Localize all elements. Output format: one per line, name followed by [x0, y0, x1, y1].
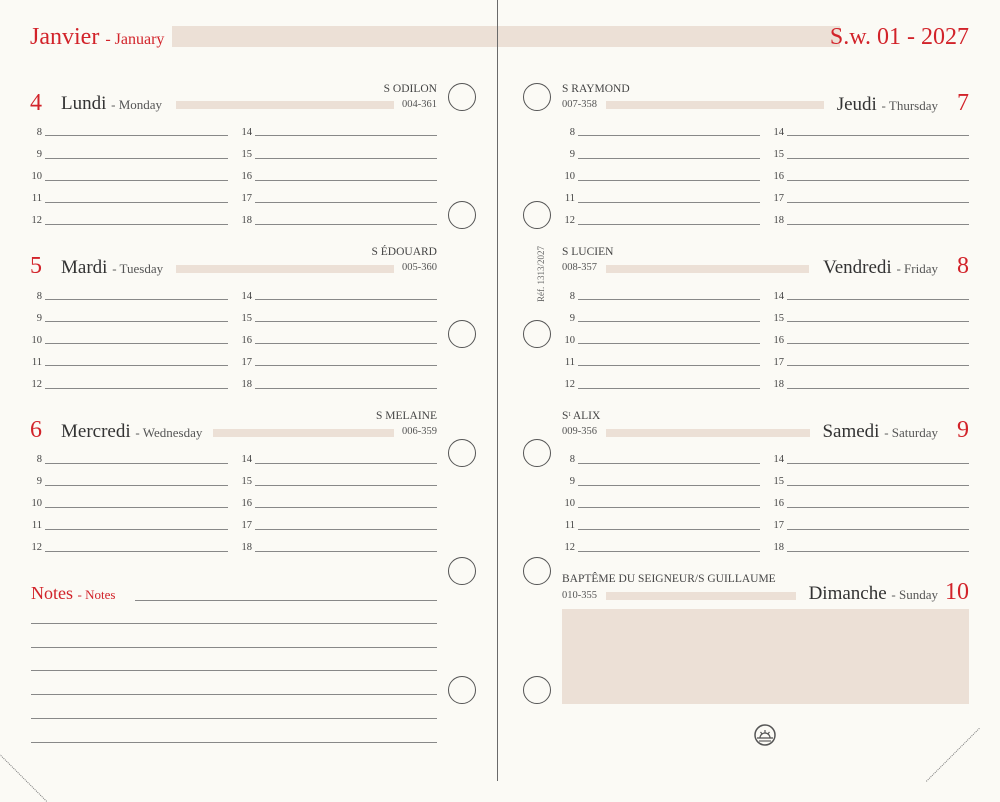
hour-line[interactable] [45, 507, 228, 508]
hour-line[interactable] [578, 321, 760, 322]
hour-line[interactable] [255, 299, 437, 300]
binder-hole [523, 439, 551, 467]
binder-hole [448, 557, 476, 585]
hour-line[interactable] [578, 485, 760, 486]
hour-line[interactable] [255, 463, 437, 464]
saint-name: S ÉDOUARD [371, 246, 437, 258]
hour-line[interactable] [255, 202, 437, 203]
hour-label: 17 [241, 193, 252, 204]
hour-label: 16 [241, 498, 252, 509]
day-number: 10 [945, 579, 969, 605]
saint-name: S MELAINE [375, 410, 437, 422]
hour-line[interactable] [255, 485, 437, 486]
binder-hole [448, 320, 476, 348]
hour-line[interactable] [255, 135, 437, 136]
hour-label: 12 [564, 215, 575, 226]
day-band [213, 429, 394, 437]
week-label: S.w. 01 - 2027 [829, 24, 969, 50]
note-line[interactable] [31, 670, 437, 671]
hour-line[interactable] [45, 224, 228, 225]
hour-label: 18 [241, 215, 252, 226]
hour-line[interactable] [578, 135, 760, 136]
hour-line[interactable] [45, 529, 228, 530]
hour-line[interactable] [45, 388, 228, 389]
reference-code: Réf. 1313/2027 [536, 246, 546, 302]
hour-label: 14 [241, 454, 252, 465]
hour-line[interactable] [255, 321, 437, 322]
hour-line[interactable] [578, 224, 760, 225]
hour-label: 10 [31, 171, 42, 182]
hour-line[interactable] [45, 551, 228, 552]
binder-hole [523, 320, 551, 348]
hour-label: 14 [241, 127, 252, 138]
hour-label: 11 [31, 193, 42, 204]
hour-line[interactable] [45, 202, 228, 203]
saint-name: S RAYMOND [562, 83, 630, 95]
hour-label: 12 [564, 542, 575, 553]
hour-line[interactable] [578, 343, 760, 344]
month-fr: Janvier [30, 24, 100, 50]
day-code: 009-356 [562, 426, 597, 437]
hour-line[interactable] [787, 485, 969, 486]
hour-line[interactable] [45, 365, 228, 366]
hour-line[interactable] [45, 180, 228, 181]
hour-label: 11 [31, 520, 42, 531]
hour-line[interactable] [787, 202, 969, 203]
hour-line[interactable] [255, 180, 437, 181]
day-band [176, 265, 394, 273]
note-line[interactable] [135, 600, 437, 601]
day-number: 8 [957, 253, 969, 279]
hour-label: 14 [773, 454, 784, 465]
day-name-en: - Saturday [884, 425, 938, 440]
hour-label: 15 [241, 476, 252, 487]
day-name-fr: Vendredi [823, 257, 892, 278]
hour-line[interactable] [255, 343, 437, 344]
day-code: 010-355 [562, 590, 597, 601]
day-number: 9 [957, 417, 969, 443]
hour-line[interactable] [578, 299, 760, 300]
hour-label: 15 [241, 313, 252, 324]
day-name-en: - Sunday [891, 587, 938, 602]
hour-label: 16 [773, 498, 784, 509]
day-name-fr: Lundi [61, 93, 107, 114]
hour-label: 12 [31, 215, 42, 226]
hour-line[interactable] [787, 529, 969, 530]
hour-label: 14 [241, 291, 252, 302]
hour-label: 14 [773, 291, 784, 302]
note-line[interactable] [31, 623, 437, 624]
hour-line[interactable] [255, 365, 437, 366]
day-name-en: - Thursday [881, 98, 938, 113]
hour-label: 8 [569, 291, 575, 302]
hour-line[interactable] [45, 135, 228, 136]
hour-label: 9 [36, 476, 42, 487]
day-name [822, 422, 938, 441]
hour-line[interactable] [255, 507, 437, 508]
hour-label: 10 [31, 498, 42, 509]
day-name-fr: Mardi [61, 257, 108, 278]
sunday-notes-box[interactable] [562, 609, 969, 704]
binder-hole [448, 201, 476, 229]
day-name-fr: Dimanche [808, 583, 887, 604]
hour-label: 10 [564, 498, 575, 509]
saint-name: S LUCIEN [562, 246, 614, 258]
hour-label: 10 [564, 335, 575, 346]
day-number: 4 [30, 90, 42, 116]
hour-line[interactable] [45, 299, 228, 300]
note-line[interactable] [31, 647, 437, 648]
page-spine [497, 0, 498, 781]
day-code: 005-360 [402, 262, 437, 273]
hour-label: 18 [773, 379, 784, 390]
hour-label: 10 [31, 335, 42, 346]
month-title [30, 24, 164, 51]
hour-label: 17 [773, 357, 784, 368]
hour-label: 17 [773, 193, 784, 204]
hour-line[interactable] [578, 388, 760, 389]
hour-label: 10 [564, 171, 575, 182]
hour-line[interactable] [45, 158, 228, 159]
hour-label: 8 [36, 127, 42, 138]
hour-label: 9 [36, 313, 42, 324]
hour-line[interactable] [787, 507, 969, 508]
hour-line[interactable] [787, 224, 969, 225]
hour-label: 15 [773, 149, 784, 160]
hour-label: 11 [31, 357, 42, 368]
hour-line[interactable] [578, 202, 760, 203]
saint-name: Sᵗ ALIX [562, 410, 601, 422]
hour-line[interactable] [787, 388, 969, 389]
hour-line[interactable] [45, 463, 228, 464]
day-band [176, 101, 394, 109]
day-name [823, 258, 938, 277]
day-code: 006-359 [402, 426, 437, 437]
hour-label: 12 [31, 542, 42, 553]
binder-hole [448, 83, 476, 111]
hour-label: 11 [564, 357, 575, 368]
binder-hole [523, 83, 551, 111]
hour-line[interactable] [45, 485, 228, 486]
hour-label: 18 [241, 542, 252, 553]
hour-label: 9 [569, 476, 575, 487]
corner-perforation [926, 728, 980, 782]
notes-fr: Notes [31, 583, 73, 603]
hour-line[interactable] [255, 388, 437, 389]
hour-line[interactable] [578, 365, 760, 366]
hour-line[interactable] [787, 180, 969, 181]
hour-label: 8 [36, 291, 42, 302]
hour-label: 15 [773, 476, 784, 487]
hour-line[interactable] [787, 343, 969, 344]
day-name [837, 95, 938, 114]
hour-line[interactable] [787, 158, 969, 159]
hour-label: 16 [773, 171, 784, 182]
day-band [606, 101, 824, 109]
sunrise-logo-icon [753, 723, 777, 747]
hour-line[interactable] [578, 180, 760, 181]
hour-label: 12 [31, 379, 42, 390]
notes-en: - Notes [77, 587, 116, 602]
day-name-en: - Monday [111, 97, 163, 112]
hour-label: 15 [773, 313, 784, 324]
hour-label: 16 [241, 171, 252, 182]
day-name [61, 422, 202, 441]
day-band [606, 265, 809, 273]
hour-label: 8 [36, 454, 42, 465]
hour-line[interactable] [787, 463, 969, 464]
hour-label: 15 [241, 149, 252, 160]
hour-label: 17 [241, 357, 252, 368]
header-band [172, 26, 840, 47]
day-name-en: - Tuesday [112, 261, 164, 276]
hour-label: 9 [36, 149, 42, 160]
note-line[interactable] [31, 718, 437, 719]
hour-label: 14 [773, 127, 784, 138]
day-band [606, 429, 810, 437]
hour-line[interactable] [578, 529, 760, 530]
saint-name: S ODILON [383, 83, 437, 95]
hour-label: 16 [773, 335, 784, 346]
note-line[interactable] [31, 694, 437, 695]
month-en: - January [105, 31, 165, 48]
day-name [61, 94, 162, 113]
hour-line[interactable] [787, 365, 969, 366]
hour-label: 9 [569, 149, 575, 160]
day-number: 7 [957, 90, 969, 116]
hour-label: 16 [241, 335, 252, 346]
day-name-en: - Friday [896, 261, 938, 276]
day-name-en: - Wednesday [135, 425, 203, 440]
day-code: 008-357 [562, 262, 597, 273]
note-line[interactable] [31, 742, 437, 743]
hour-label: 18 [241, 379, 252, 390]
saint-name: BAPTÊME DU SEIGNEUR/S GUILLAUME [562, 573, 776, 585]
day-name [61, 258, 163, 277]
hour-line[interactable] [578, 158, 760, 159]
hour-label: 8 [569, 127, 575, 138]
hour-line[interactable] [578, 463, 760, 464]
day-number: 5 [30, 253, 42, 279]
hour-line[interactable] [787, 135, 969, 136]
hour-label: 17 [773, 520, 784, 531]
day-name-fr: Mercredi [61, 421, 131, 442]
day-band [606, 592, 796, 600]
hour-label: 9 [569, 313, 575, 324]
day-name-fr: Jeudi [836, 94, 877, 115]
day-number: 6 [30, 417, 42, 443]
hour-label: 11 [564, 520, 575, 531]
hour-label: 11 [564, 193, 575, 204]
binder-hole [523, 201, 551, 229]
hour-line[interactable] [578, 507, 760, 508]
binder-hole [523, 557, 551, 585]
hour-line[interactable] [787, 321, 969, 322]
day-code: 007-358 [562, 99, 597, 110]
hour-label: 18 [773, 542, 784, 553]
hour-label: 12 [564, 379, 575, 390]
hour-line[interactable] [255, 551, 437, 552]
binder-hole [448, 676, 476, 704]
hour-line[interactable] [787, 299, 969, 300]
binder-hole [523, 676, 551, 704]
hour-line[interactable] [255, 158, 437, 159]
hour-line[interactable] [578, 551, 760, 552]
hour-line[interactable] [787, 551, 969, 552]
hour-line[interactable] [45, 343, 228, 344]
notes-title [31, 583, 115, 604]
hour-label: 8 [569, 454, 575, 465]
hour-label: 18 [773, 215, 784, 226]
day-name-fr: Samedi [822, 421, 880, 442]
day-code: 004-361 [402, 99, 437, 110]
corner-perforation [0, 748, 47, 802]
hour-line[interactable] [255, 224, 437, 225]
day-name [809, 584, 938, 603]
hour-label: 17 [241, 520, 252, 531]
hour-line[interactable] [45, 321, 228, 322]
hour-line[interactable] [255, 529, 437, 530]
binder-hole [448, 439, 476, 467]
